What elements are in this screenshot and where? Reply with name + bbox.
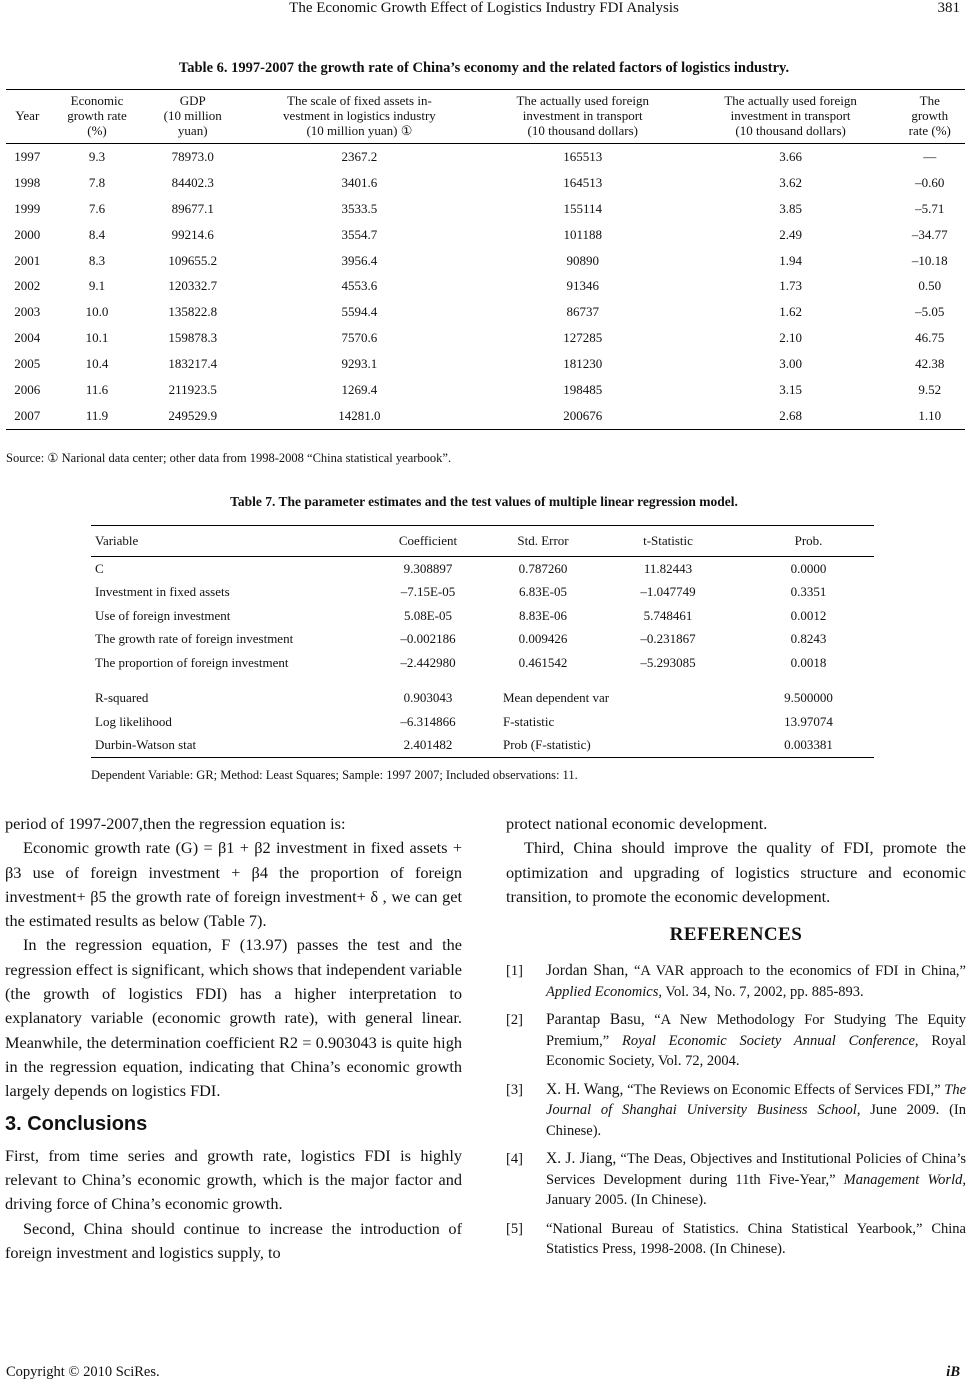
table6-cell: 9.52 xyxy=(918,381,942,397)
table6-cell: 2.10 xyxy=(779,330,802,346)
table6-cell: 11.9 xyxy=(49,403,146,429)
table7-cell: 0.0018 xyxy=(790,654,827,670)
table7-cell: 0.787260 xyxy=(518,560,568,576)
table6-cell: 109655.2 xyxy=(168,252,218,268)
table6-cell: 3554.7 xyxy=(341,226,378,242)
stat-label: Mean dependent var xyxy=(503,690,610,706)
table6-cell: 86737 xyxy=(566,304,599,320)
table6-cell: 10.1 xyxy=(85,330,109,346)
paragraph: Third, China should improve the quality of FDI, promote the optimization and upgrading of logistics structure and economic transition, to promote the economic development. xyxy=(506,838,966,906)
table6-cell: 3.66 xyxy=(779,148,802,164)
reference-number: [5] xyxy=(506,1220,523,1237)
references-heading: REFERENCES xyxy=(669,924,803,946)
table6-cell: –0.60 xyxy=(915,174,945,190)
reference-journal: Applied Economics, xyxy=(546,983,662,1000)
table6-cell: –5.05 xyxy=(915,304,945,320)
table6-cell: 1.94 xyxy=(779,252,802,268)
stat-value: 13.97074 xyxy=(784,713,833,729)
table6-cell: 8.3 xyxy=(88,252,106,268)
table6-cell: 46.75 xyxy=(915,330,945,346)
table6-cell: 2003 xyxy=(14,304,41,320)
table6-header-cell: The growth rate (%) xyxy=(895,90,965,144)
table7-caption: Table 7. The parameter estimates and the test values of multiple linear regression model. xyxy=(230,494,738,509)
table6-cell: 183217.4 xyxy=(168,356,218,372)
table7-cell: Use of foreign investment xyxy=(95,607,231,623)
table7-cell: 8.83E-06 xyxy=(518,607,568,623)
table7-row xyxy=(91,604,874,628)
table7-header-cell: t-Statistic xyxy=(593,526,743,557)
reference-item xyxy=(506,1010,966,1072)
table6-cell: 99214.6 xyxy=(171,226,214,242)
table6-cell: 10.4 xyxy=(85,356,109,372)
table6-cell: 7.6 xyxy=(88,200,106,216)
table6-cell: 9293.1 xyxy=(341,356,378,372)
reference-list xyxy=(506,961,966,1260)
table6-cell: 91346 xyxy=(566,278,599,294)
reference-author: Jordan Shan, xyxy=(546,962,629,980)
table6-cell: 78973.0 xyxy=(171,148,214,164)
table6-cell: — xyxy=(923,148,937,164)
table7 xyxy=(91,525,874,758)
paragraph: period of 1997-2007,then the regression equation is: xyxy=(5,814,346,833)
table6-cell: 200676 xyxy=(479,403,687,429)
table6-row xyxy=(6,299,965,325)
table7-cell: 11.82443 xyxy=(643,560,693,576)
table6-cell: 11.6 xyxy=(85,381,109,397)
reference-title: “The Deas, Objectives and Institutional Policies of China’s Services Development during 11th Five-Year,” xyxy=(546,1151,966,1188)
table7-header-cell: Std. Error xyxy=(493,526,593,557)
reference-item xyxy=(506,1219,966,1260)
table6-row xyxy=(6,403,965,429)
table7-cell: 0.8243 xyxy=(790,631,827,647)
reference-author: Parantap Basu, xyxy=(546,1011,645,1029)
table6-row xyxy=(6,144,965,170)
page-header xyxy=(0,0,968,22)
table7-row xyxy=(91,581,874,605)
table6-row xyxy=(6,377,965,403)
table6-cell: 42.38 xyxy=(915,356,945,372)
table6-header-cell: The scale of fixed assets in- vestment in logistics industry (10 million yuan) ① xyxy=(240,90,479,144)
reference-number: [1] xyxy=(506,963,523,980)
table7-cell: 0.461542 xyxy=(518,654,568,670)
stat-label: Prob (F-statistic) xyxy=(493,734,743,758)
table6-header-cell: The actually used foreign investment in transport (10 thousand dollars) xyxy=(687,90,895,144)
table7-stats-row xyxy=(91,687,874,711)
reference-title: “National Bureau of Statistics. China Statistical Yearbook,” China Statistics Press, 1998-2008. (In Chinese). xyxy=(546,1220,966,1258)
table7-cell: The proportion of foreign investment xyxy=(95,654,289,670)
table6-cell: 1.73 xyxy=(779,278,802,294)
table6-header-cell: The actually used foreign investment in transport (10 thousand dollars) xyxy=(479,90,687,144)
table7-cell: 0.3351 xyxy=(790,584,827,600)
regression-equation-text: Economic growth rate (G) = β1 + β2 investment in fixed assets + β3 use of foreign investment + β4 the proportion of foreign investment+ β5 the growth rate of foreign investment+ δ , we can get the estimated results as below (Table 7). xyxy=(5,838,462,931)
stat-label: Durbin-Watson stat xyxy=(91,734,363,758)
right-column xyxy=(506,812,966,1268)
table7-cell: C xyxy=(95,560,104,576)
stat-label: F-statistic xyxy=(503,713,555,729)
table6-cell: 2000 xyxy=(14,226,41,242)
table6-cell: 249529.9 xyxy=(145,403,240,429)
reference-item xyxy=(506,961,966,1002)
table6-cell: 1997 xyxy=(14,148,41,164)
table6-cell: 3.85 xyxy=(779,200,802,216)
table7-row xyxy=(91,651,874,675)
stat-value: 0.903043 xyxy=(403,690,453,706)
table6-cell: 198485 xyxy=(563,381,603,397)
table7-cell: –7.15E-05 xyxy=(400,584,456,600)
table6-cell: –34.77 xyxy=(911,226,948,242)
reference-number: [4] xyxy=(506,1151,523,1168)
table6-cell: 10.0 xyxy=(85,304,109,320)
table7-cell: –0.002186 xyxy=(400,631,456,647)
table6-cell: –10.18 xyxy=(911,252,948,268)
table6-row xyxy=(6,351,965,377)
left-column xyxy=(5,812,462,1265)
table7-header-cell: Variable xyxy=(91,526,363,557)
table7-cell: 0.0000 xyxy=(790,560,827,576)
table6-cell: 2002 xyxy=(14,278,41,294)
table6-cell: 2001 xyxy=(14,252,41,268)
table6-row xyxy=(6,325,965,351)
reference-details: , June 2009. (In Chinese). xyxy=(546,1102,966,1139)
table6-cell: 5594.4 xyxy=(341,304,378,320)
paragraph: In the regression equation, F (13.97) passes the test and the regression effect is significant, which shows that independent variable (the growth of logistics FDI) has a higher interpretation to explanatory variable (economic growth rate), with general linear. Meanwhile, the determination coefficient R2 = 0.903043 is quite high in the regression equation, indicating that China’s economic growth largely depends on logistics FDI. xyxy=(5,935,462,1101)
table7-row xyxy=(91,628,874,652)
reference-title: “A New Methodology For Studying The Equity Premium,” xyxy=(546,1012,966,1049)
table6-cell: 181230 xyxy=(563,356,603,372)
copyright: Copyright © 2010 SciRes. xyxy=(6,1364,160,1380)
table7-cell: –0.231867 xyxy=(640,631,696,647)
table6-cell: 127285 xyxy=(563,330,603,346)
running-title: The Economic Growth Effect of Logistics Industry FDI Analysis xyxy=(289,0,679,16)
table7-cell: –5.293085 xyxy=(640,654,696,670)
table7-cell: Investment in fixed assets xyxy=(95,584,230,600)
table7-note: Dependent Variable: GR; Method: Least Squares; Sample: 1997 2007; Included observations: 11. xyxy=(91,768,578,782)
table6-header-cell: Economic growth rate (%) xyxy=(49,90,146,144)
reference-details: , January 2005. (In Chinese). xyxy=(546,1171,966,1209)
table7-cell: 5.748461 xyxy=(643,607,693,623)
table6-cell: 2.49 xyxy=(779,226,802,242)
table6-cell: 90890 xyxy=(566,252,599,268)
reference-title: “A VAR approach to the economics of FDI in China,” xyxy=(628,963,966,980)
table6-row xyxy=(6,196,965,222)
table6-row xyxy=(6,170,965,196)
stat-label: R-squared xyxy=(95,690,149,706)
table6-row xyxy=(6,273,965,299)
reference-number: [2] xyxy=(506,1012,523,1029)
reference-author: X. J. Jiang, xyxy=(546,1150,617,1168)
table7-cell: –1.047749 xyxy=(640,584,696,600)
stat-value: –6.314866 xyxy=(400,713,456,729)
reference-item xyxy=(506,1080,966,1142)
table6-cell: 3401.6 xyxy=(341,174,378,190)
table6-caption: Table 6. 1997-2007 the growth rate of China’s economy and the related factors of logistics industry. xyxy=(178,60,790,76)
table6-cell: 3533.5 xyxy=(341,200,378,216)
reference-author: X. H. Wang, xyxy=(546,1080,624,1098)
stat-value: 0.003381 xyxy=(743,734,874,758)
table6-cell: 155114 xyxy=(563,200,602,216)
table7-row xyxy=(91,557,874,581)
table6-cell: 120332.7 xyxy=(168,278,218,294)
table6-cell: 2367.2 xyxy=(341,148,378,164)
table6-cell: 1998 xyxy=(14,174,41,190)
paragraph: protect national economic development. xyxy=(506,814,768,833)
table6-cell: 2.68 xyxy=(687,403,895,429)
page-number: 381 xyxy=(937,0,960,16)
table7-stats-row xyxy=(91,734,874,758)
stat-value: 9.500000 xyxy=(784,690,833,706)
table6-cell: 3956.4 xyxy=(341,252,378,268)
reference-number: [3] xyxy=(506,1081,523,1098)
table6-source: Source: ① Narional data center; other data from 1998-2008 “China statistical yearbook”. xyxy=(6,451,452,465)
reference-journal: Management World xyxy=(843,1171,963,1188)
table7-header-cell: Coefficient xyxy=(363,526,493,557)
reference-journal: The Journal of Shanghai University Business School xyxy=(546,1081,966,1119)
stat-value: 2.401482 xyxy=(363,734,493,758)
table6-cell: 211923.5 xyxy=(168,381,217,397)
table6-cell: 2007 xyxy=(6,403,49,429)
table6-header-cell: GDP (10 million yuan) xyxy=(145,90,240,144)
table6-cell: 165513 xyxy=(563,148,603,164)
table7-stats-row xyxy=(91,710,874,734)
table6-row xyxy=(6,248,965,274)
table6-cell: –5.71 xyxy=(915,200,945,216)
table7-spacer xyxy=(91,675,874,687)
table6-cell: 1999 xyxy=(14,200,41,216)
table6-cell: 14281.0 xyxy=(240,403,479,429)
table6-cell: 4553.6 xyxy=(341,278,378,294)
table6-cell: 9.1 xyxy=(88,278,106,294)
regression-equation-paragraph xyxy=(5,836,462,933)
table6-cell: 3.15 xyxy=(779,381,802,397)
table7-cell: 9.308897 xyxy=(403,560,453,576)
table7-cell: –2.442980 xyxy=(400,654,456,670)
table6-header-cell: Year xyxy=(6,90,49,144)
table6-cell: 8.4 xyxy=(88,226,106,242)
table6-cell: 2006 xyxy=(14,381,41,397)
table6-cell: 7570.6 xyxy=(341,330,378,346)
table6-cell: 89677.1 xyxy=(171,200,214,216)
table6-cell: 101188 xyxy=(563,226,602,242)
table6-cell: 2004 xyxy=(14,330,41,346)
table6 xyxy=(6,89,965,430)
table6-cell: 1269.4 xyxy=(341,381,378,397)
table6-cell: 1.62 xyxy=(779,304,802,320)
table7-cell: 5.08E-05 xyxy=(403,607,453,623)
table7-cell: 0.0012 xyxy=(790,607,827,623)
table6-row xyxy=(6,222,965,248)
reference-journal: Royal Economic Society Annual Conference xyxy=(622,1032,915,1049)
table6-cell: 7.8 xyxy=(88,174,106,190)
reference-item xyxy=(506,1149,966,1211)
table6-cell: 9.3 xyxy=(88,148,106,164)
table6-cell: 159878.3 xyxy=(168,330,218,346)
table7-cell: The growth rate of foreign investment xyxy=(95,631,294,647)
table6-cell: 3.62 xyxy=(779,174,802,190)
reference-details: , Royal Economic Society, Vol. 72, 2004. xyxy=(546,1032,966,1070)
table7-header-cell: Prob. xyxy=(743,526,874,557)
reference-title: “The Reviews on Economic Effects of Services FDI,” xyxy=(623,1081,945,1098)
paragraph: Second, China should continue to increase the introduction of foreign investment and logistics supply, to xyxy=(5,1218,462,1263)
table6-cell: 3.00 xyxy=(779,356,802,372)
table6-cell: 1.10 xyxy=(895,403,965,429)
section-heading: 3. Conclusions xyxy=(5,1112,148,1135)
table6-cell: 84402.3 xyxy=(171,174,214,190)
table6-cell: 164513 xyxy=(563,174,603,190)
table6-cell: 0.50 xyxy=(918,278,942,294)
table6-cell: 2005 xyxy=(14,356,41,372)
stat-label: Log likelihood xyxy=(95,713,172,729)
table7-cell: 0.009426 xyxy=(518,631,568,647)
journal-mark: iB xyxy=(946,1364,960,1380)
paragraph: First, from time series and growth rate, logistics FDI is highly relevant to China’s economic growth, which is the major factor and driving force of China’s economic growth. xyxy=(5,1145,462,1214)
table7-cell: 6.83E-05 xyxy=(518,584,568,600)
reference-details: Vol. 34, No. 7, 2002, pp. 885-893. xyxy=(661,983,864,1000)
table6-cell: 135822.8 xyxy=(168,304,218,320)
